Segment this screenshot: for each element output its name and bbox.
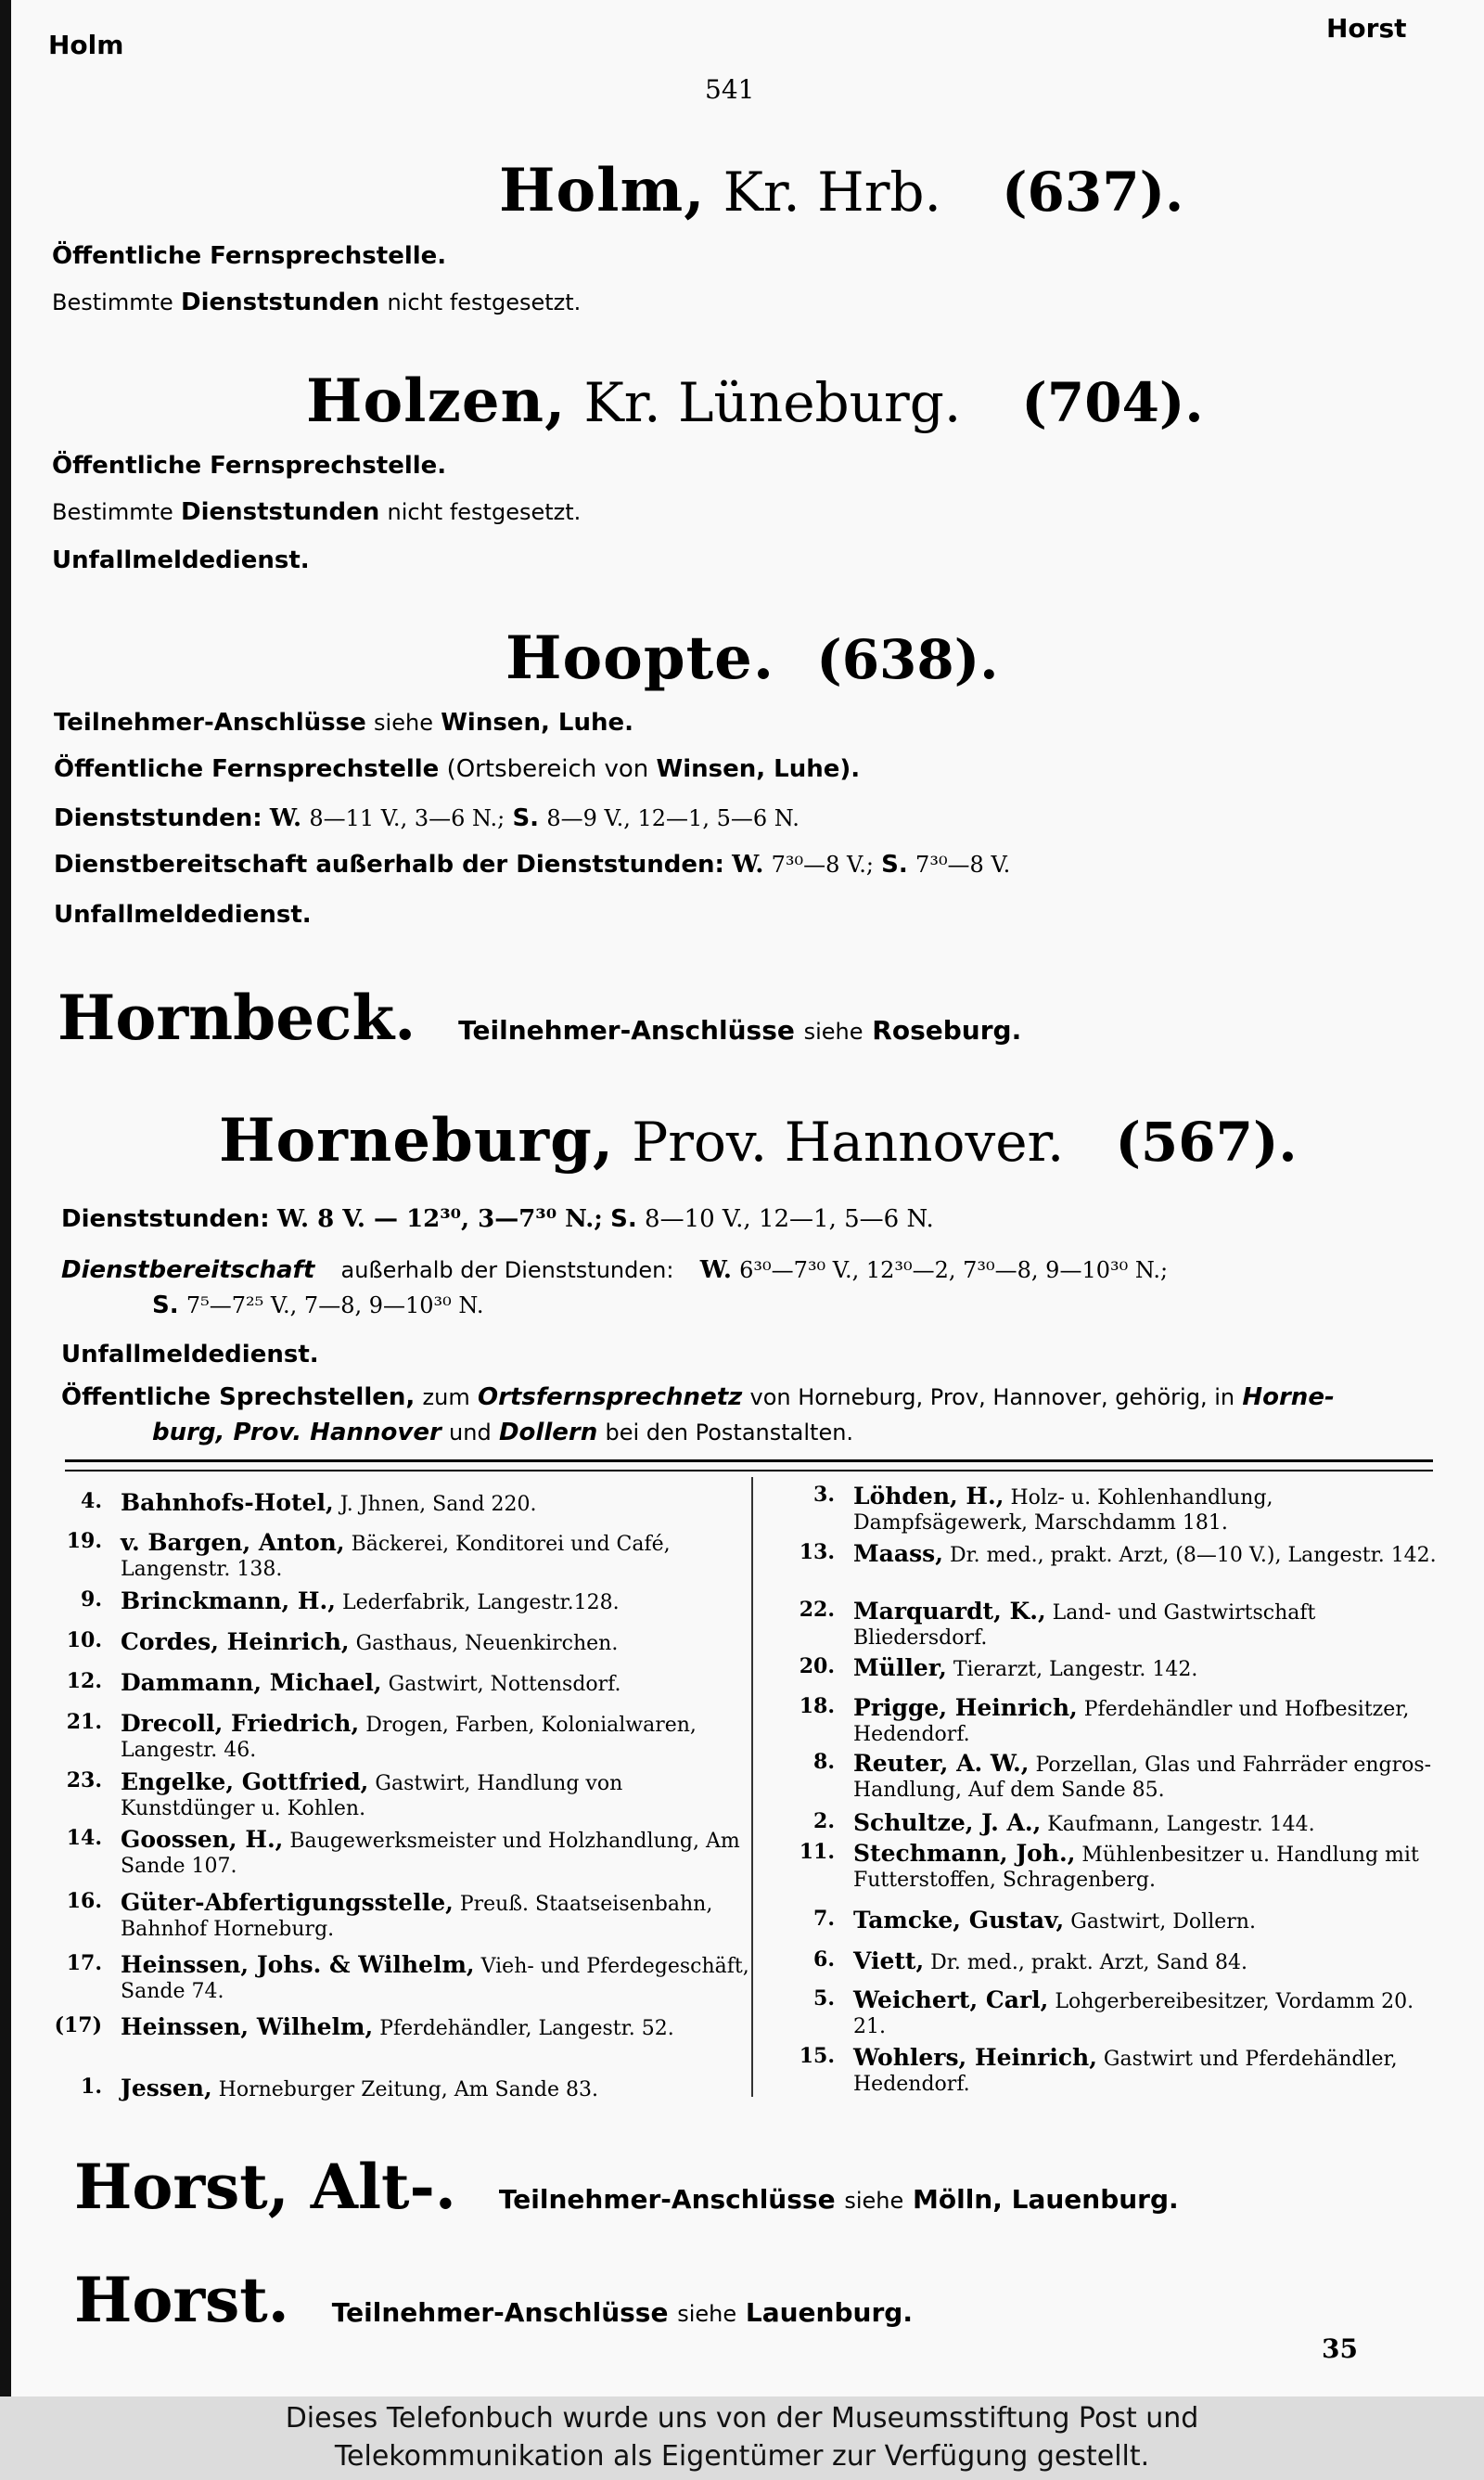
sheet-number: 35 [1322, 2333, 1358, 2364]
hoopte-line-3: Dienststunden: W. 8—11 V., 3—6 N.; S. 8—9 V., 12—1, 5—6 N. [54, 804, 800, 832]
footer-line-1: Dieses Telefonbuch wurde uns von der Museumsstiftung Post und [285, 2402, 1199, 2435]
horneburg-line-1: Dienststunden: W. 8 V. — 12³⁰, 3—7³⁰ N.; S. 8—10 V., 12—1, 5—6 N. [61, 1205, 934, 1233]
page-number: 541 [705, 74, 755, 105]
holzen-line-3: Unfallmeldedienst. [52, 546, 310, 574]
horst-alt-name: Horst, Alt-. [74, 2151, 456, 2223]
horneburg-name: Horneburg, [219, 1106, 615, 1176]
hoopte-line-2: Öffentliche Fernsprechstelle (Ortsbereich von Winsen, Luhe). [54, 755, 861, 783]
hoopte-line-1: Teilnehmer-Anschlüsse siehe Winsen, Luhe. [54, 709, 633, 737]
horneburg-line-4: Unfallmeldedienst. [61, 1341, 319, 1368]
running-head-right: Horst [1326, 13, 1407, 44]
horneburg-line-5: Öffentliche Sprechstellen, zum Ortsfernsprechnetz von Horneburg, Prov, Hannover, gehörig, in Horne- [61, 1383, 1335, 1411]
holzen-district: Kr. Lüneburg. [583, 371, 962, 434]
horneburg-line-6: burg, Prov. Hannover und Dollern bei den Postanstalten. [152, 1419, 854, 1446]
hoopte-line-5: Unfallmeldedienst. [54, 901, 312, 929]
horneburg-heading [219, 1106, 1298, 1176]
holm-name: Holm, [499, 156, 706, 225]
holzen-line-2: Bestimmte Dienststunden nicht festgesetzt. [52, 498, 582, 526]
attribution-footer [0, 2396, 1484, 2480]
holm-code: (637). [1002, 161, 1184, 224]
hoopte-code: (638). [816, 628, 999, 691]
horneburg-line-3: S. 7⁵—7²⁵ V., 7—8, 9—10³⁰ N. [152, 1291, 484, 1319]
holm-line-2: Bestimmte Dienststunden nicht festgesetzt. [52, 289, 582, 316]
horneburg-code: (567). [1115, 1111, 1298, 1174]
holm-district: Kr. Hrb. [723, 161, 941, 224]
holzen-heading [306, 366, 1204, 436]
holm-line-1: Öffentliche Fernsprechstelle. [52, 242, 447, 270]
holm-heading [499, 156, 1183, 225]
running-head-left: Holm [48, 30, 124, 60]
horst-alt-heading: Horst, Alt-. Teilnehmer-Anschlüsse siehe Mölln, Lauenburg. [74, 2151, 1179, 2223]
hornbeck-heading: Hornbeck. Teilnehmer-Anschlüsse siehe Roseburg. [58, 982, 1022, 1054]
section-rule [65, 1459, 1433, 1471]
holzen-name: Holzen, [306, 366, 567, 436]
footer-line-2: Telekommunikation als Eigentümer zur Verfügung gestellt. [334, 2439, 1150, 2473]
directory-page: Holm Horst 541 Holm, Kr. Hrb. (637). Öffentliche Fernsprechstelle. Bestimmte Dienststunden nicht festgesetzt. Holzen, Kr. Lüneburg. (704). Öffentliche Fernsprechstelle. Bestimmte Dienststunden nicht festgesetzt. Unfallmeldedienst. Hoopte. (638). Teilnehmer-Anschlüsse siehe Winsen, Luhe. Öffentliche Fernsprechstelle (Ortsbereich von Winsen, Luhe). Dienststunden: W. 8—11 V., 3—6 N.; S. 8—9 V., 12—1, 5—6 N. Dienstbereitschaft außerhalb der Dienststunden: W. 7³⁰—8 V.; S. 7³⁰—8 V. Unfallmeldedienst. Hornbeck. Teilnehmer-Anschlüsse siehe Roseburg. Horneburg, Prov. Hannover. (567). Dienststunden: W. 8 V. — 12³⁰, 3—7³⁰ N.; S. 8—10 V., 12—1, 5—6 N. Dienstbereitschaft außerhalb der Dienststunden: W. 6³⁰—7³⁰ V., 12³⁰—2, 7³⁰—8, 9—10³⁰ N.; S. 7⁵—7²⁵ V., 7—8, 9—10³⁰ N. Unfallmeldedienst. Öffentliche Sprechstellen, zum Ortsfernsprechnetz von Horneburg, Prov, Hannover, gehörig, in Horne- burg, Prov. Hannover und Dollern bei den Postanstalten. 4. Bahnhofs-Hotel, J. Jhnen, Sand 220. 19. v. Bargen, Anton, Bäckerei, Konditorei und Café, Langenstr. 138. 9. Brinckmann, H., Lederfabrik, Langestr.128. 10. Cordes, Heinrich, Gasthaus, Neuenkirchen. 12. Dammann, Michael, Gastwirt, Nottensdorf. 21. Drecoll, Friedrich, Drogen, Farben, Kolonialwaren, Langestr. 46. 23. Engelke, Gottfried, Gastwirt, Handlung von Kunstdünger u. Kohlen. 14. Goossen, H., Baugewerksmeister und Holzhandlung, Am Sande 107. 16. Güter-Abfertigungsstelle, Preuß. Staatseisenbahn, Bahnhof Horneburg. 17. Heinssen, Johs. & Wilhelm, Vieh- und Pferdegeschäft, Sande 74. (17) Heinssen, Wilhelm, Pferdehändler, Langestr. 52. 1. Jessen, Horneburger Zeitung, Am Sande 83. 3. Löhden, H., Holz- u. Kohlenhandlung, Dampfsägewerk, Marschdamm 181. 13. Maass, Dr. med., prakt. Arzt, (8—10 V.), Langestr. 142. 22. Marquardt, K., Land- und Gastwirtschaft Bliedersdorf. 20. Müller, Tierarzt, Langestr. 142. 18. Prigge, Heinrich, Pferdehändler und Hofbesitzer, Hedendorf. 8. Reuter, A. W., Porzellan, Glas und Fahrräder engros-Handlung, Auf dem Sande 85. 2. Schultze, J. A., Kaufmann, Langestr. 144. 11. Stechmann, Joh., Mühlenbesitzer u. Handlung mit Futterstoffen, Schragenberg. 7. Tamcke, Gustav, Gastwirt, Dollern. 6. Viett, Dr. med., prakt. Arzt, Sand 84. 5. Weichert, Carl, Lohgerbereibesitzer, Vordamm 20. 21. 15. Wohlers, Heinrich, Gastwirt und Pferdehändler, Hedendorf. Horst, Alt-. Teilnehmer-Anschlüsse siehe Mölln, Lauenburg. Horst. Teilnehmer-Anschlüsse siehe Lauenburg. 35 [0, 0, 1484, 2396]
hornbeck-name: Hornbeck. [58, 982, 416, 1054]
hoopte-name: Hoopte. [505, 623, 775, 693]
horneburg-line-2: Dienstbereitschaft außerhalb der Dienststunden: W. 6³⁰—7³⁰ V., 12³⁰—2, 7³⁰—8, 9—10³⁰ N.; [61, 1256, 1169, 1284]
hoopte-heading [505, 623, 998, 693]
horst-heading: Horst. Teilnehmer-Anschlüsse siehe Lauenburg. [74, 2264, 913, 2336]
binding-edge [0, 0, 11, 2396]
holzen-code: (704). [1021, 371, 1204, 434]
horneburg-district: Prov. Hannover. [632, 1111, 1065, 1174]
hoopte-line-4: Dienstbereitschaft außerhalb der Dienststunden: W. 7³⁰—8 V.; S. 7³⁰—8 V. [54, 851, 1011, 879]
horst-name: Horst. [74, 2264, 289, 2336]
holzen-line-1: Öffentliche Fernsprechstelle. [52, 452, 447, 480]
